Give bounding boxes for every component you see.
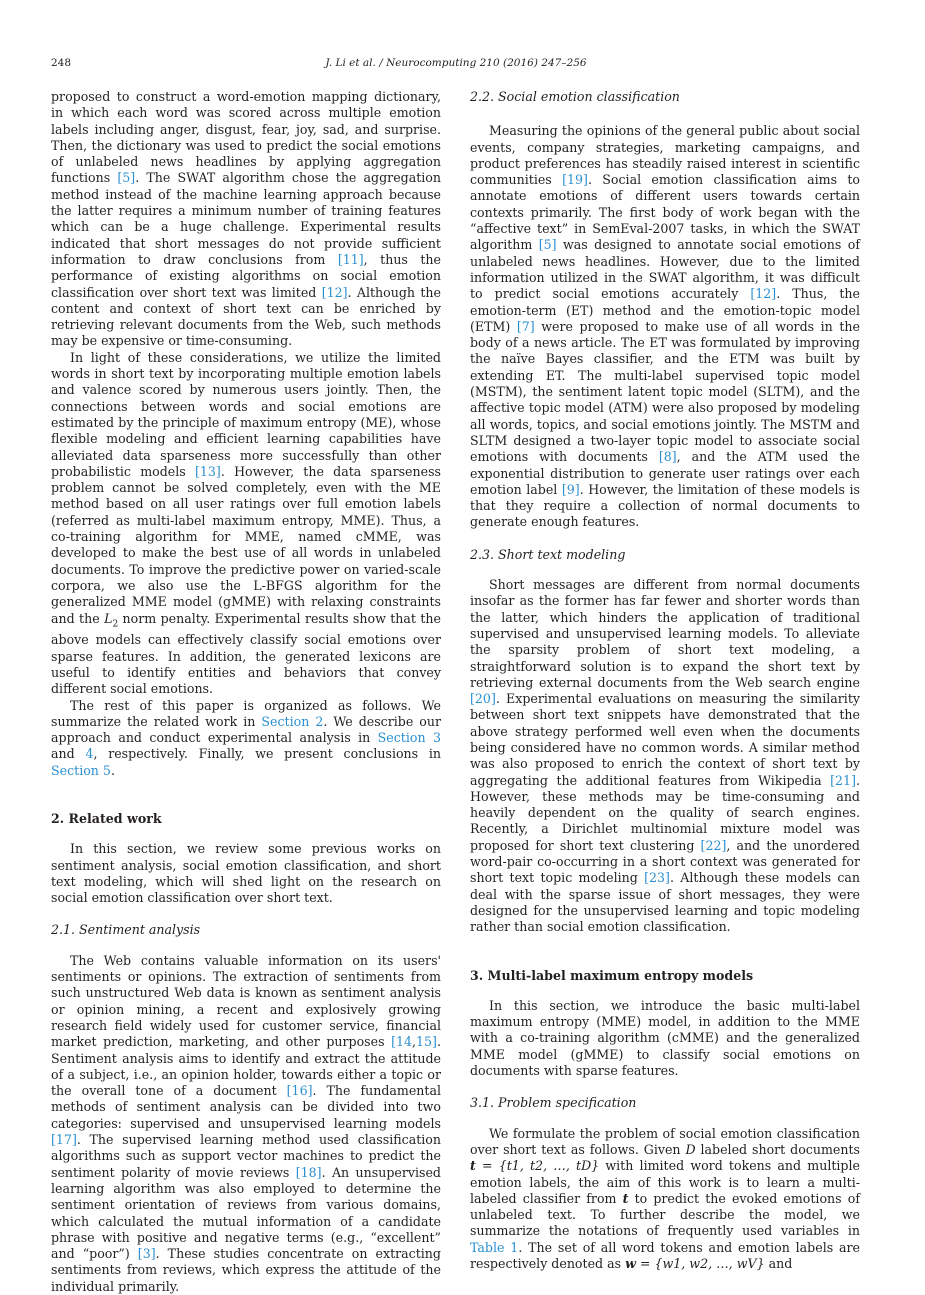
math-t-vector: t xyxy=(622,1190,629,1206)
math-w-set: = {w1, w2, …, wV} xyxy=(635,1256,765,1271)
citation-link[interactable]: [23] xyxy=(644,870,670,886)
math-t-vector: t xyxy=(470,1158,476,1174)
section-heading: 2. Related work xyxy=(51,810,162,826)
math-d: D xyxy=(685,1141,696,1157)
math-w-vector: w xyxy=(625,1256,636,1271)
citation-link[interactable]: [12] xyxy=(750,286,777,302)
subsection-heading: 3.1. Problem specification xyxy=(470,1095,637,1111)
citation-link[interactable]: [8] xyxy=(658,449,677,465)
subsection-heading: 2.3. Short text modeling xyxy=(470,546,626,562)
citation-link[interactable]: [5] xyxy=(538,237,557,253)
paragraph: proposed to construct a word-emotion mapping dictionary, in which each word was scored across multiple emotion labels including anger, disgust, fear, joy, sad, and surprise. Then, the dictionary was used to predict the social emotions of unlabeled news headlines by applying aggregation functions [5]. The SWAT algorithm chose the aggregation method instead of the machine learning approach because the latter requires a minimum number of training features which can be a huge challenge. Experimental results indicated that short messages do not provide sufficient information to draw conclusions from [11], thus the performance of existing algorithms on social emotion classification over short text was limited [12]. Although the content and context of short text can be enriched by retrieving relevant documents from the Web, such methods may be expensive or time-consuming. xyxy=(51,89,442,349)
citation-link[interactable]: 15] xyxy=(416,1034,437,1050)
citation-link[interactable]: [20] xyxy=(470,691,496,707)
page-number: 248 xyxy=(51,57,72,69)
paragraph: Short messages are different from normal documents insofar as the former has far fewer and shorter words than the latter, which hinders the application of traditional supervised and unsupervised learning models. To alleviate the sparsity problem of short text modeling, a straightforward solution is to expand the short text by retrieving external documents from the Web search engine [20]. Experimental evaluations on measuring the similarity between short text snippets have demonstrated that the above strategy performed well even when the documents being considered have no common words. A similar method was also proposed to enrich the context of short text by aggregating the additional features from Wikipedia [21]. However, these methods may be time-consuming and heavily dependent on the quality of search engines. Recently, a Dirichlet multinomial mixture model was proposed for short text clustering [22], and the unordered word-pair co-occurring in a short context was generated for short text topic modeling [23]. Although these models can deal with the sparse issue of short messages, they were designed for the unsupervised learning and topic modeling rather than social emotion classification. xyxy=(470,577,861,935)
citation-link[interactable]: [17] xyxy=(51,1132,77,1148)
section-link[interactable]: 4 xyxy=(85,746,94,762)
section-link[interactable]: Section 5 xyxy=(51,762,111,778)
paragraph: In this section, we introduce the basic multi-label maximum entropy (MME) model, in addition to the MME with a co-training algorithm (cMME) and the generalized MME model (gMME) to classify social emotions on documents with sparse features. xyxy=(470,997,860,1079)
citation-link[interactable]: [16] xyxy=(286,1083,313,1099)
subsection-heading: 2.2. Social emotion classification xyxy=(470,89,680,104)
citation-link[interactable]: [22] xyxy=(700,837,727,853)
right-column xyxy=(470,89,860,1272)
paragraph: The Web contains valuable information on its users' sentiments or opinions. The extraction of sentiments from such unstructured Web data is known as sentiment analysis or opinion mining, a recent and explosively growing research field widely used for customer service, financial market prediction, marketing, and other purposes [14,15]. Sentiment analysis aims to identify and extract the attitude of a subject, i.e., an opinion holder, towards either a topic or the overall tone of a document [16]. The fundamental methods of sentiment analysis can be divided into two categories: supervised and unsupervised learning models [17]. The supervised learning method used classification algorithms such as support vector machines to predict the sentiment polarity of movie reviews [18]. An unsupervised learning algorithm was also employed to determine the sentiment orientation of reviews from various domains, which calculated the mutual information of a candidate phrase with positive and negative terms (e.g., “excellent” and “poor”) [3]. These studies concentrate on extracting sentiments from reviews, which express the attitude of the individual primarily. xyxy=(51,952,442,1294)
math-t-set: = {t1, t2, …, tD} xyxy=(475,1158,600,1174)
table-link[interactable]: Table 1 xyxy=(470,1239,519,1255)
running-head: J. Li et al. / Neurocomputing 210 (2016) 247–256 xyxy=(325,57,587,69)
section-link[interactable]: Section 3 xyxy=(377,730,441,746)
citation-link[interactable]: [11] xyxy=(337,251,364,267)
citation-link[interactable]: [21] xyxy=(830,772,856,788)
section-heading: 3. Multi-label maximum entropy models xyxy=(470,967,754,983)
citation-link[interactable]: [18] xyxy=(295,1164,322,1180)
section-link[interactable]: Section 2 xyxy=(261,713,324,729)
math-l2-subscript: 2 xyxy=(112,619,119,630)
citation-link[interactable]: [14 xyxy=(391,1034,413,1050)
paragraph: In this section, we review some previous works on sentiment analysis, social emotion classification, and short text modeling, which will shed light on the research on social emotion classification over short text. xyxy=(51,841,441,906)
left-column xyxy=(51,89,441,1295)
paragraph: The rest of this paper is organized as follows. We summarize the related work in Section 2. We describe our approach and conduct experimental analysis in Section 3 and 4, respectively. Finally, we present conclusions in Section 5. xyxy=(51,697,442,778)
page-header xyxy=(51,56,861,70)
subsection-heading: 2.1. Sentiment analysis xyxy=(51,922,201,938)
citation-link[interactable]: [19] xyxy=(562,172,588,188)
paragraph: We formulate the problem of social emotion classification over short text as follows. Given D labeled short documents t = {t1, t2, …, tD} with limited word tokens and multiple emotion labels, the aim of this work is to learn a multi-labeled classifier from t to predict the evoked emotions of unlabeled text. To further describe the model, we summarize the notations of frequently used variables in Table 1. The set of all word tokens and emotion labels are respectively denoted as w = {w1, w2, …, wV} and xyxy=(470,1125,861,1271)
math-l2: L xyxy=(104,610,113,626)
citation-link[interactable]: [9] xyxy=(561,481,580,497)
citation-link[interactable]: [12] xyxy=(321,284,348,300)
citation-link[interactable]: [3] xyxy=(137,1246,156,1262)
citation-link[interactable]: [13] xyxy=(194,463,221,479)
paragraph: Measuring the opinions of the general public about social events, company strategies, marketing campaigns, and product preferences has steadily raised interest in scientific communities [19]. Social emotion classification aims to annotate emotions of different users towards certain contexts primarily. The first body of work began with the “affective text” in SemEval-2007 tasks, in which the SWAT algorithm [5] was designed to annotate social emotions of unlabeled news headlines. However, due to the limited information utilized in the SWAT algorithm, it was difficult to predict social emotions accurately [12]. Thus, the emotion-term (ET) method and the emotion-topic model (ETM) [7] were proposed to make use of all words in the body of a news article. The ET was formulated by improving the naïve Bayes classifier, and the ETM was built by extending ET. The multi-label supervised topic model (MSTM), the sentiment latent topic model (SLTM), and the affective topic model (ATM) were also proposed by modeling all words, topics, and social emotions jointly. The MSTM and SLTM designed a two-layer topic model to associate social emotions with documents [8], and the ATM used the exponential distribution to generate user ratings over each emotion label [9]. However, the limitation of these models is that they require a collection of normal documents to generate enough features. xyxy=(470,123,860,530)
citation-link[interactable]: [5] xyxy=(117,170,136,186)
citation-link[interactable]: [7] xyxy=(516,318,535,334)
paragraph: In light of these considerations, we utilize the limited words in short text by incorporating multiple emotion labels and valence scored by numerous users jointly. Then, the connections between words and social emotions are estimated by the principle of maximum entropy (ME), whose flexible modeling and efficient learning capabilities have alleviated data sparseness more successfully than other probabilistic models [13]. However, the data sparseness problem cannot be solved completely, even with the ME method based on all user ratings over full emotion labels (referred as multi-label maximum entropy, MME). Thus, a co-training algorithm for MME, named cMME, was developed to make the best use of all words in unlabeled documents. To improve the predictive power on varied-scale corpora, we also use the L-BFGS algorithm for the generalized MME model (gMME) with relaxing constraints and the $L_2$ norm penalty. Experimental results show that the above models can effectively classify social emotions over sparse features. In addition, the generated lexicons are useful to identify entities and behaviors that convey different social emotions. xyxy=(51,349,441,697)
